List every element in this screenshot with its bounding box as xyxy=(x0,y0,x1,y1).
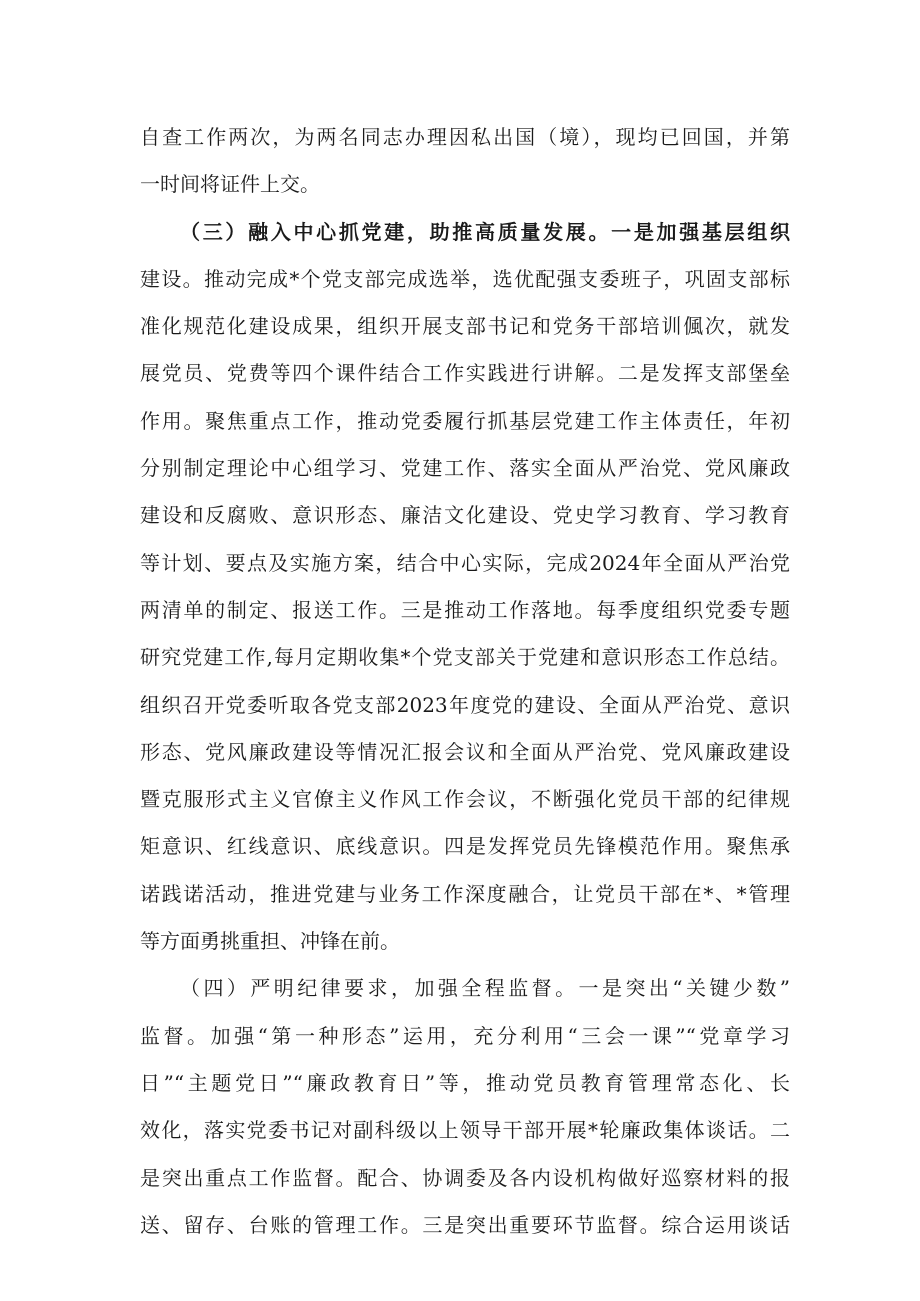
text-line: 形态、党风廉政建设等情况汇报会议和全面从严治党、党风廉政建设 xyxy=(140,739,790,764)
text-line xyxy=(140,209,790,256)
text-line: 自查工作两次，为两名同志办理因私出国（境），现均已回国，并第 xyxy=(140,125,790,149)
text-line: 研究党建工作,每月定期收集*个党支部关于党建和意识形态工作总结。 xyxy=(140,645,790,670)
text-line: 是突出重点工作监督。配合、协调委及各内设机构做好巡察材料的报 xyxy=(140,1165,790,1190)
text-line: 两清单的制定、报送工作。三是推动工作落地。每季度组织党委专题 xyxy=(140,597,790,622)
paragraph-3 xyxy=(140,965,790,1249)
text-line: （四）严明纪律要求，加强全程监督。一是突出“关键少数” xyxy=(180,976,790,1001)
text-line: 矩意识、红线意识、底线意识。四是发挥党员先锋模范作用。聚焦承 xyxy=(140,834,790,859)
paragraph-2 xyxy=(140,209,790,966)
text-line: 送、留存、台账的管理工作。三是突出重要环节监督。综合运用谈话 xyxy=(140,1212,790,1237)
paragraph-1 xyxy=(140,114,790,209)
text-line: 监督。加强“第一种形态”运用，充分利用“三会一课”“党章学习 xyxy=(140,1023,790,1048)
text-line: 建设。推动完成*个党支部完成选举，选优配强支委班子，巩固支部标 xyxy=(140,266,790,291)
text-line: 展党员、党费等四个课件结合工作实践进行讲解。二是发挥支部堡垒 xyxy=(140,361,790,386)
text-line: 分别制定理论中心组学习、党建工作、落实全面从严治党、党风廉政 xyxy=(140,456,790,481)
text-line: 建设和反腐败、意识形态、廉洁文化建设、党史学习教育、学习教育 xyxy=(140,503,790,528)
text-line: 效化，落实党委书记对副科级以上领导干部开展*轮廉政集体谈话。二 xyxy=(140,1118,790,1143)
text-line: 诺践诺活动，推进党建与业务工作深度融合，让党员干部在*、*管理 xyxy=(140,881,790,906)
text-line: 暨克服形式主义官僚主义作风工作会议，不断强化党员干部的纪律规 xyxy=(140,787,790,812)
text-line: 作用。聚焦重点工作，推动党委履行抓基层党建工作主体责任，年初 xyxy=(140,408,790,433)
text-line: 等方面勇挑重担、冲锋在前。 xyxy=(140,929,400,954)
text-line: 等计划、要点及实施方案，结合中心实际，完成2024年全面从严治党 xyxy=(140,550,790,575)
text-line: 准化规范化建设成果，组织开展支部书记和党务干部培训偑次，就发 xyxy=(140,314,790,339)
document-body xyxy=(140,114,790,1249)
text-line: 一时间将证件上交。 xyxy=(140,172,320,197)
text-line: 日”“主题党日”“廉政教育日”等，推动党员教育管理常态化、长 xyxy=(140,1070,790,1095)
section-heading: （三）融入中心抓党建，助推高质量发展。 xyxy=(180,219,612,244)
text-line: 组织召开党委听取各党支部2023年度党的建设、全面从严治党、意识 xyxy=(140,692,790,717)
subpoint-lead: 一是加强基层组织 xyxy=(611,219,791,244)
